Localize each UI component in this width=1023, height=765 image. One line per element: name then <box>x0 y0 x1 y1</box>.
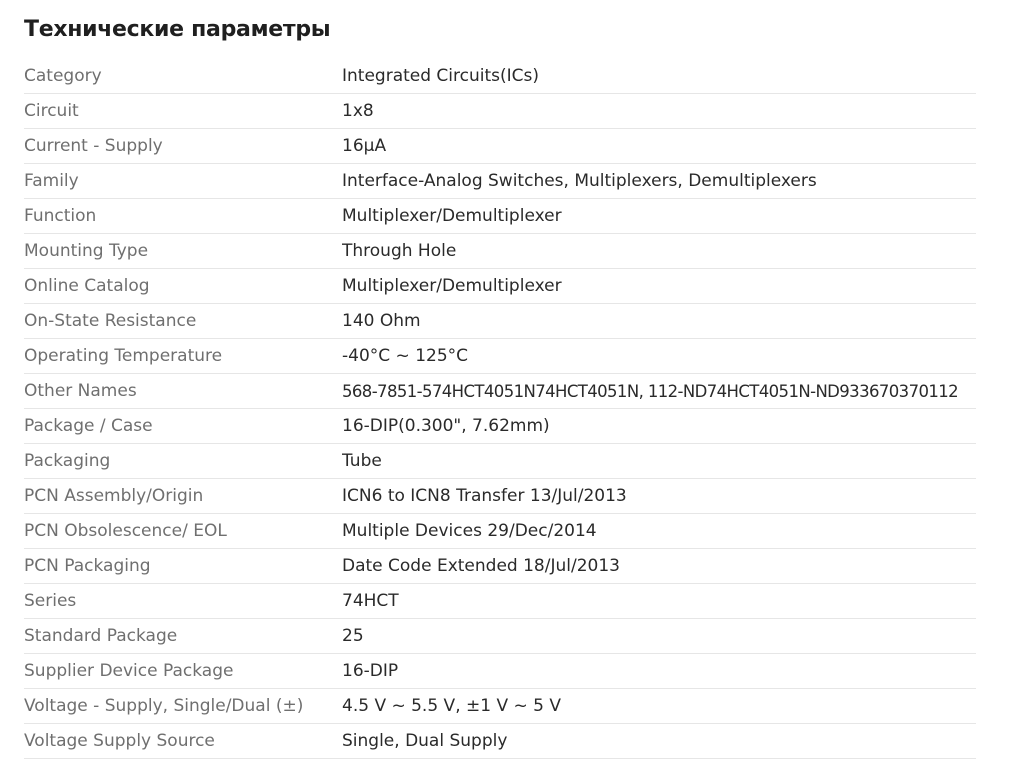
spec-value: 16µA <box>342 136 387 156</box>
spec-value: 74HCT <box>342 591 399 611</box>
spec-row-other-names <box>24 374 976 409</box>
spec-row-on-state-resistance <box>24 304 976 339</box>
spec-value: -40°C ~ 125°C <box>342 346 469 366</box>
spec-value: 568-7851-574HCT4051N74HCT4051N, 112-ND74HCT4051N-ND933670370112 <box>342 381 959 401</box>
spec-row-pcn-assembly-origin <box>24 479 976 514</box>
spec-row-family <box>24 164 976 199</box>
spec-row-category <box>24 59 976 94</box>
spec-table <box>24 59 976 759</box>
section-title: Технические параметры <box>24 17 331 42</box>
spec-value: 140 Ohm <box>342 311 421 331</box>
spec-label: Supplier Device Package <box>24 661 234 681</box>
spec-label: PCN Obsolescence/ EOL <box>24 521 227 541</box>
spec-label: Other Names <box>24 381 137 401</box>
spec-value: Through Hole <box>342 241 457 261</box>
spec-label: Standard Package <box>24 626 178 646</box>
spec-row-operating-temperature <box>24 339 976 374</box>
spec-label: Online Catalog <box>24 276 150 296</box>
spec-row-function <box>24 199 976 234</box>
spec-row-voltage-supply-single-dual <box>24 689 976 724</box>
spec-label: Package / Case <box>24 416 153 436</box>
spec-row-package-case <box>24 409 976 444</box>
spec-value: 1x8 <box>342 101 374 121</box>
spec-value: 16-DIP(0.300", 7.62mm) <box>342 416 550 436</box>
spec-row-packaging <box>24 444 976 479</box>
spec-label: Function <box>24 206 97 226</box>
spec-value: Multiplexer/Demultiplexer <box>342 206 562 226</box>
spec-row-series <box>24 584 976 619</box>
spec-row-online-catalog <box>24 269 976 304</box>
spec-label: Voltage Supply Source <box>24 731 215 751</box>
spec-label: Mounting Type <box>24 241 149 261</box>
spec-value: Tube <box>342 451 382 471</box>
spec-value: Date Code Extended 18/Jul/2013 <box>342 556 620 576</box>
spec-row-pcn-packaging <box>24 549 976 584</box>
spec-label: Circuit <box>24 101 79 121</box>
spec-row-mounting-type <box>24 234 976 269</box>
spec-row-standard-package <box>24 619 976 654</box>
spec-row-voltage-supply-source <box>24 724 976 759</box>
spec-value: Multiplexer/Demultiplexer <box>342 276 562 296</box>
spec-value: 16-DIP <box>342 661 399 681</box>
spec-row-pcn-obsolescence-eol <box>24 514 976 549</box>
spec-label: On-State Resistance <box>24 311 197 331</box>
spec-value: Single, Dual Supply <box>342 731 508 751</box>
spec-label: Operating Temperature <box>24 346 223 366</box>
spec-label: Voltage - Supply, Single/Dual (±) <box>24 696 304 716</box>
spec-label: PCN Assembly/Origin <box>24 486 204 506</box>
spec-label: Series <box>24 591 77 611</box>
spec-row-current-supply <box>24 129 976 164</box>
spec-label: PCN Packaging <box>24 556 151 576</box>
spec-value: Interface-Analog Switches, Multiplexers, Demultiplexers <box>342 171 817 191</box>
spec-row-circuit <box>24 94 976 129</box>
spec-label: Family <box>24 171 79 191</box>
spec-row-supplier-device-package <box>24 654 976 689</box>
spec-value: ICN6 to ICN8 Transfer 13/Jul/2013 <box>342 486 627 506</box>
spec-value: Integrated Circuits(ICs) <box>342 66 540 86</box>
spec-label: Packaging <box>24 451 111 471</box>
spec-label: Current - Supply <box>24 136 163 156</box>
spec-value: 4.5 V ~ 5.5 V, ±1 V ~ 5 V <box>342 696 561 716</box>
spec-label: Category <box>24 66 102 86</box>
spec-value: Multiple Devices 29/Dec/2014 <box>342 521 597 541</box>
spec-value: 25 <box>342 626 364 646</box>
